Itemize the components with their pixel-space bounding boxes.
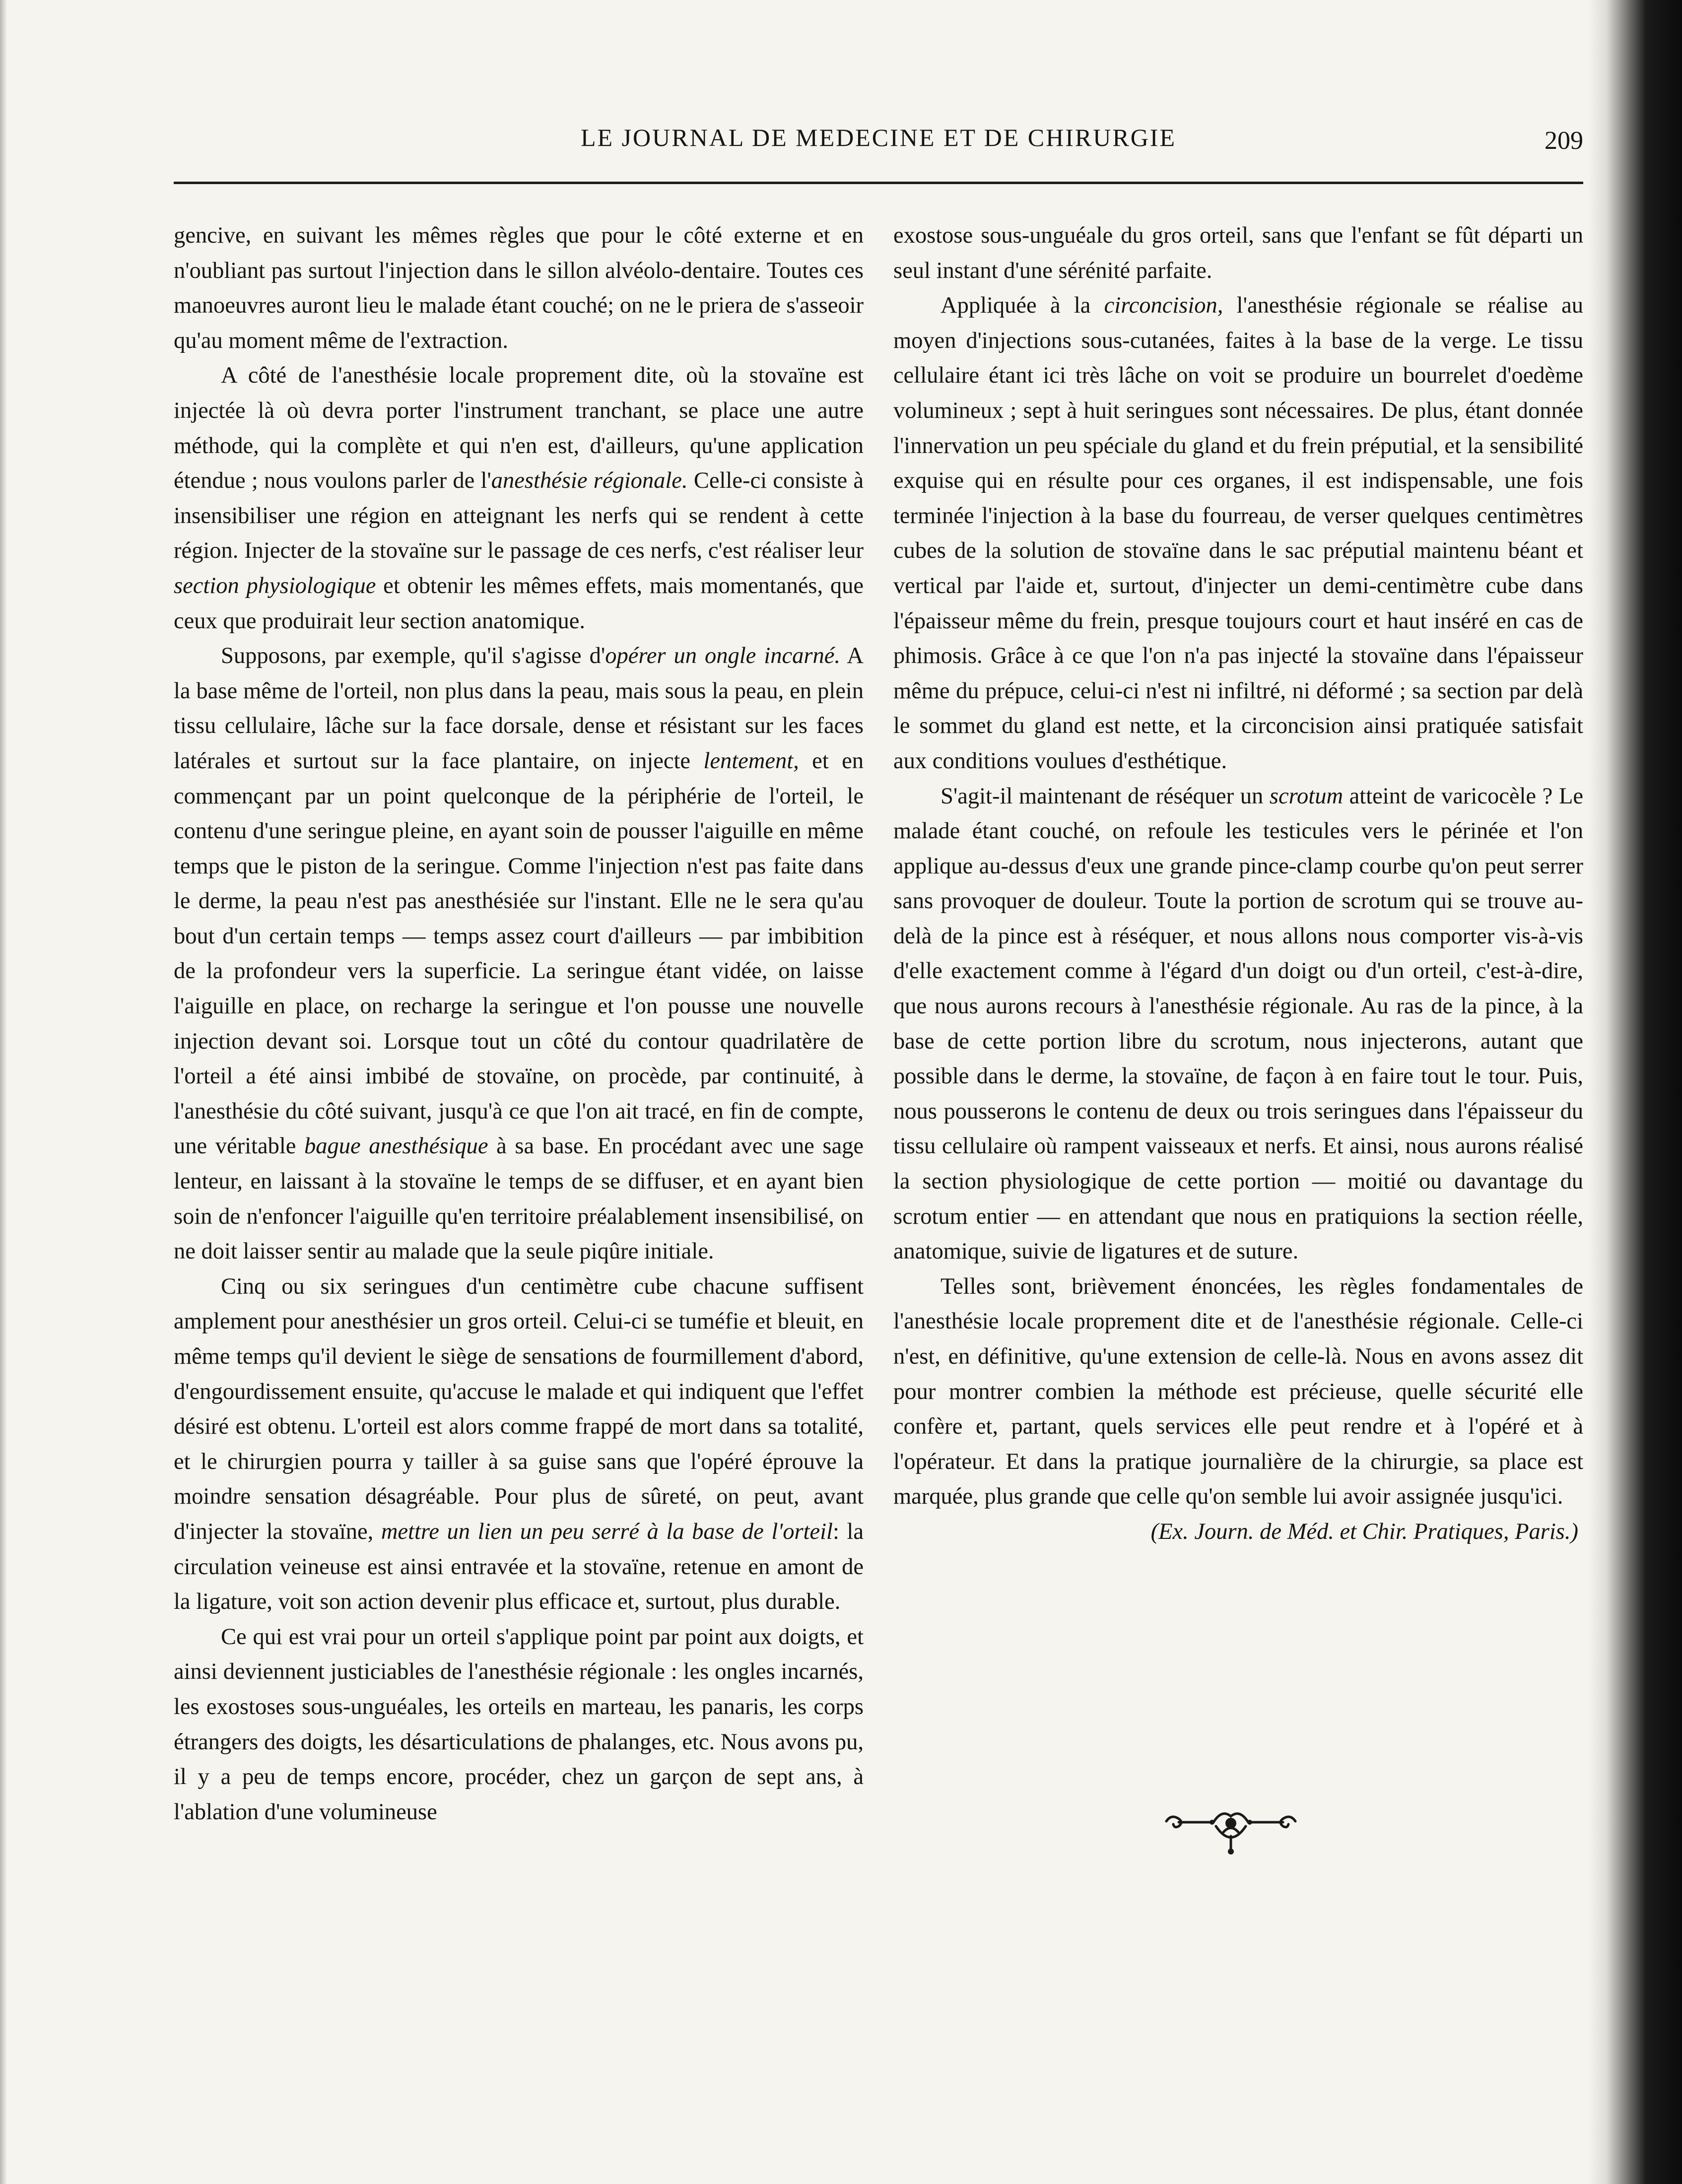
text-run: A la base même de l'orteil, non plus dans la peau, mais sous la peau, en plein tissu cellulaire, lâche sur la face dorsale, dense et résistant sur les faces latérales et surtout sur la face plantaire, on injecte [174, 643, 864, 774]
italic-text: anesthésie régionale. [491, 468, 688, 494]
left-column [174, 218, 864, 1830]
text-run: et en commençant par un point quelconque de la périphérie de l'orteil, le contenu d'une seringue pleine, en ayant soin de pousser l'aiguille en même temps que le piston de la seringue. Comme l'injection n'est pas faite dans le derme, la peau n'est pas anesthésiée sur l'instant. Elle ne le sera qu'au bout d'un certain temps — temps assez court d'ailleurs — par imbibition de la profondeur vers la superficie. La seringue étant vidée, on laisse l'aiguille en place, on recharge la seringue et l'on pousse une nouvelle injection devant soi. Lorsque tout un côté du contour quadrilatère de l'orteil a été ainsi imbibé de stovaïne, on procède, par continuité, à l'anesthésie du côté suivant, jusqu'à ce que l'on ait tracé, en fin de compte, une véritable [174, 748, 864, 1159]
paragraph [174, 218, 864, 358]
paragraph [174, 358, 864, 639]
paragraph [174, 1269, 864, 1620]
right-column [893, 218, 1583, 1550]
paragraph [893, 288, 1583, 779]
italic-text: bague anesthésique [304, 1133, 488, 1159]
text-run: l'anesthésie régionale se réalise au moyen d'injections sous-cutanées, faites à la base de la verge. Le tissu cellulaire étant ici très lâche on voit se produire un bourrelet d'oedème volumineux ; sept à huit seringues sont nécessaires. De plus, étant donnée l'innervation un peu spéciale du gland et du frein préputial, et la sensibilité exquise qui en résulte pour ces organes, il est indispensable, une fois terminée l'injection à la base du fourreau, de verser quelques centimètres cubes de la solution de stovaïne dans le sac préputial maintenu béant et vertical par l'aide et, surtout, d'injecter un demi-centimètre cube dans l'épaisseur même du frein, presque toujours court et haut inséré en cas de phimosis. Grâce à ce que l'on n'a pas injecté la stovaïne dans l'épaisseur même du prépuce, celui-ci n'est ni infiltré, ni déformé ; sa section par delà le sommet du gland est nette, et la circoncision ainsi pratiquée satisfait aux conditions voulues d'esthétique. [893, 293, 1583, 774]
paragraph [174, 639, 864, 1269]
text-run: A côté de l'anesthésie locale proprement dite, où la stovaïne est injectée là où devra porter l'instrument tranchant, se place une autre méthode, qui la complète et qui n'en est, d'ailleurs, qu'une application étendue ; nous voulons parler de l' [174, 363, 864, 494]
italic-text: circoncision, [1104, 293, 1223, 319]
text-run: Supposons, par exemple, qu'il s'agisse d' [221, 643, 606, 669]
text-run: et obtenir les mêmes effets, mais momentanés, que ceux que produirait leur section anatomique. [174, 573, 864, 634]
text-run: : la circulation veineuse est ainsi entravée et la stovaïne, retenue en amont de la ligature, voit son action devenir plus efficace et, surtout, plus durable. [174, 1519, 864, 1615]
running-head: LE JOURNAL DE MEDECINE ET DE CHIRURGIE [580, 124, 1176, 151]
right-column-body [893, 218, 1583, 1515]
citation: (Ex. Journ. de Méd. et Chir. Pratiques, Paris.) [1150, 1519, 1578, 1544]
paragraph [893, 218, 1583, 288]
italic-text: section physiologique [174, 573, 376, 598]
paragraph [893, 779, 1583, 1269]
page-edge-shadow [0, 0, 7, 2184]
page-number: 209 [1545, 127, 1583, 155]
italic-text: opérer un ongle incarné. [605, 643, 840, 669]
fleuron-ornament-icon [1156, 1801, 1305, 1856]
text-run: à sa base. En procédant avec une sage lenteur, en laissant à la stovaïne le temps de se diffuser, et en ayant bien soin de n'enfoncer l'aiguille qu'en territoire préalablement insensibilisé, on ne doit laisser sentir au malade que la seule piqûre initiale. [174, 1133, 864, 1264]
page-header [174, 123, 1583, 168]
text-run: Cinq ou six seringues d'un centimètre cube chacune suffisent amplement pour anesthésier un gros orteil. Celui-ci se tuméfie et bleuit, en même temps qu'il devient le siège de sensations de fourmillement d'abord, d'engourdissement ensuite, qu'accuse le malade et qui indiquent que l'effet désiré est obtenu. L'orteil est alors comme frappé de mort dans sa totalité, et le chirurgien pourra y tailler à sa guise sans que l'opéré éprouve la moindre sensation désagréable. Pour plus de sûreté, on peut, avant d'injecter la stovaïne, [174, 1273, 864, 1544]
header-rule [174, 182, 1583, 184]
text-run: S'agit-il maintenant de réséquer un [941, 783, 1270, 809]
text-run: gencive, en suivant les mêmes règles que pour le côté externe et en n'oubliant pas surtout l'injection dans le sillon alvéolo-dentaire. Toutes ces manoeuvres auront lieu le malade étant couché; on ne le priera de s'asseoir qu'au moment même de l'extraction. [174, 223, 864, 353]
italic-text: scrotum [1269, 783, 1344, 809]
paragraph [174, 1620, 864, 1830]
page-binding-shadow [1588, 0, 1682, 2184]
text-run: exostose sous-unguéale du gros orteil, sans que l'enfant se fût départi un seul instant d'une sérénité parfaite. [893, 223, 1583, 283]
italic-text: lentement, [703, 748, 799, 774]
italic-text: mettre un lien un peu serré à la base de l'orteil [381, 1519, 833, 1544]
text-run: Celle-ci consiste à insensibiliser une région en atteignant les nerfs qui se rendent à cette région. Injecter de la stovaïne sur le passage de ces nerfs, c'est réaliser leur [174, 468, 864, 564]
text-run: atteint de varicocèle ? Le malade étant couché, on refoule les testicules vers le périnée et l'on applique au-dessus d'eux une grande pince-clamp courbe qu'on peut serrer sans provoquer de douleur. Toute la portion de scrotum qui se trouve au-delà de la pince est à réséquer, et nous allons nous comporter vis-à-vis d'elle exactement comme à l'égard d'un doigt ou d'un orteil, c'est-à-dire, que nous aurons recours à l'anesthésie régionale. Au ras de la pince, à la base de cette portion libre du scrotum, nous injecterons, autant que possible dans le derme, la stovaïne, de façon à en faire tout le tour. Puis, nous pousserons le contenu de deux ou trois seringues dans l'épaisseur du tissu cellulaire où rampent vaisseaux et nerfs. Et ainsi, nous aurons réalisé la section physiologique de cette portion — moitié ou davantage du scrotum entier — en attendant que nous en pratiquions la section réelle, anatomique, suivie de ligatures et de suture. [893, 783, 1583, 1264]
text-run: Telles sont, brièvement énoncées, les règles fondamentales de l'anesthésie locale proprement dite et de l'anesthésie régionale. Celle-ci n'est, en définitive, qu'une extension de celle-là. Nous en avons assez dit pour montrer combien la méthode est précieuse, quelle sécurité elle confère et, partant, quels services elle peut rendre et à l'opéré et à l'opérateur. Et dans la pratique journalière de la chirurgie, sa place est marquée, plus grande que celle qu'on semble lui avoir assignée jusqu'ici. [893, 1273, 1583, 1510]
text-run: Appliquée à la [941, 293, 1104, 319]
text-run: Ce qui est vrai pour un orteil s'applique point par point aux doigts, et ainsi deviennent justiciables de l'anesthésie régionale : les ongles incarnés, les exostoses sous-unguéales, les orteils en marteau, les panaris, les corps étrangers des doigts, les désarticulations de phalanges, etc. Nous avons pu, il y a peu de temps encore, procéder, chez un garçon de sept ans, à l'ablation d'une volumineuse [174, 1624, 864, 1825]
paragraph [893, 1269, 1583, 1515]
